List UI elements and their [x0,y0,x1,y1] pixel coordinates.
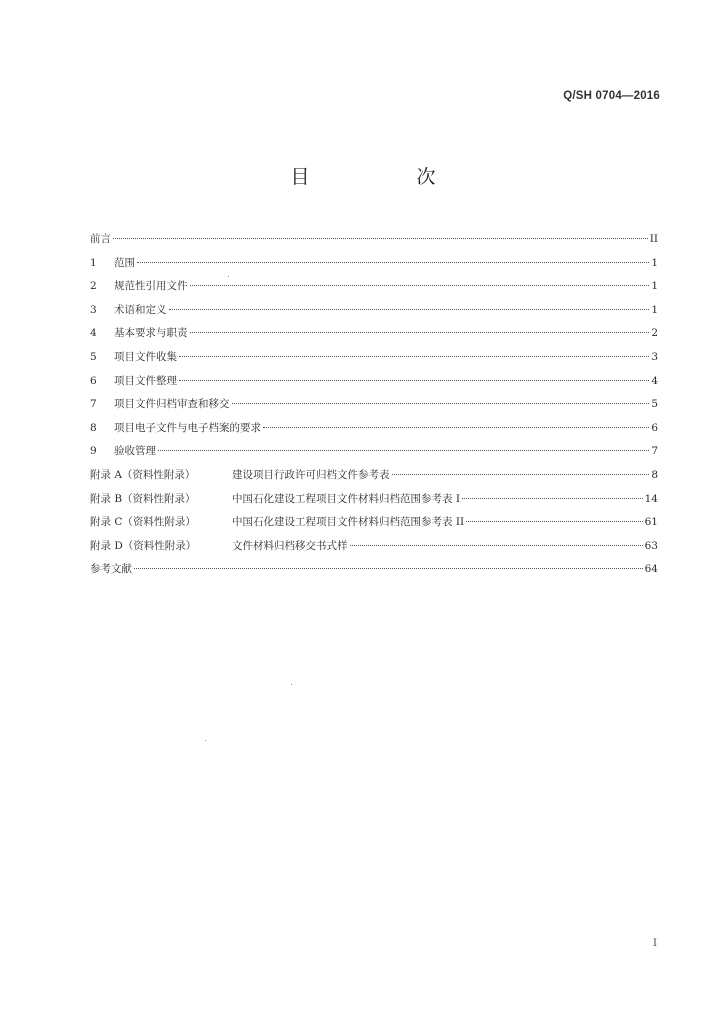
toc-entry[interactable] [90,488,658,512]
table-of-contents [90,228,658,582]
toc-entry-label: 基本要求与职责 [114,327,188,340]
toc-entry-number: 6 [90,374,97,387]
toc-dot-leader [190,332,650,333]
toc-entry[interactable] [90,252,658,276]
toc-entry[interactable] [90,417,658,441]
toc-entry[interactable] [90,322,658,346]
toc-entry-appendix-prefix: 附录 A（资料性附录） [90,468,196,481]
toc-entry-page: 1 [651,256,658,269]
toc-entry[interactable] [90,464,658,488]
toc-entry-page: 61 [644,516,658,529]
scan-speck [205,740,206,741]
toc-entry-label: 规范性引用文件 [114,280,188,293]
toc-dot-leader [232,403,650,404]
toc-entry-number: 1 [90,256,97,269]
toc-dot-leader [179,380,649,381]
toc-entry[interactable] [90,370,658,394]
toc-entry-appendix-prefix: 附录 B（资料性附录） [90,492,196,505]
toc-entry-page: 2 [651,327,658,340]
toc-entry[interactable] [90,299,658,323]
toc-dot-leader [263,427,649,428]
toc-entry-label: 前言 [90,233,111,245]
toc-entry-label: 建设项目行政许可归档文件参考表 [232,468,390,481]
toc-dot-leader [134,568,643,569]
toc-entry[interactable] [90,535,658,559]
scan-speck [291,684,292,685]
toc-dot-leader [137,262,649,263]
toc-entry-label: 项目文件整理 [114,374,177,387]
toc-entry-page: 1 [651,303,658,316]
toc-entry[interactable] [90,393,658,417]
toc-entry-label: 参考文献 [90,563,132,576]
toc-entry-appendix-prefix: 附录 C（资料性附录） [90,516,196,529]
toc-entry[interactable] [90,275,658,299]
toc-entry-label: 项目电子文件与电子档案的要求 [114,421,261,434]
toc-dot-leader [113,238,648,239]
toc-entry-appendix-prefix: 附录 D（资料性附录） [90,539,197,552]
toc-entry-page: 14 [644,492,658,505]
toc-entry-page: 8 [651,468,658,481]
toc-dot-leader [169,309,650,310]
toc-entry-number: 4 [90,327,97,340]
toc-entry-number: 9 [90,445,97,458]
toc-entry[interactable] [90,440,658,464]
standard-code: Q/SH 0704—2016 [563,90,660,102]
toc-entry[interactable] [90,228,658,252]
toc-entry-label: 项目文件收集 [114,350,177,363]
toc-dot-leader [190,285,650,286]
toc-entry-page: 63 [644,539,658,552]
toc-entry-number: 2 [90,280,97,293]
toc-entry-label: 范围 [114,256,135,269]
page-number: I [653,938,657,949]
toc-entry-label: 文件材料归档移交书式样 [232,539,348,552]
toc-entry-label: 项目文件归档审查和移交 [114,398,230,411]
toc-entry-number: 7 [90,398,97,411]
toc-entry-page: 7 [651,445,658,458]
toc-entry-page: II [649,233,658,245]
scan-speck [228,276,229,277]
toc-entry[interactable] [90,511,658,535]
toc-entry-page: 5 [651,398,658,411]
toc-dot-leader [462,498,643,499]
toc-dot-leader [179,356,649,357]
toc-dot-leader [392,474,650,475]
toc-entry-label: 中国石化建设工程项目文件材料归档范围参考表 I [232,492,460,505]
toc-title: 目 次 [290,166,480,188]
toc-entry-label: 中国石化建设工程项目文件材料归档范围参考表 II [232,516,465,529]
toc-entry-page: 1 [651,280,658,293]
toc-entry-label: 术语和定义 [114,303,167,316]
toc-entry-label: 验收管理 [114,445,156,458]
toc-dot-leader [466,521,642,522]
toc-entry-number: 3 [90,303,97,316]
toc-entry-number: 5 [90,350,97,363]
toc-entry-number: 8 [90,421,97,434]
toc-entry-page: 3 [651,350,658,363]
toc-entry-page: 6 [651,421,658,434]
toc-dot-leader [158,450,649,451]
toc-entry[interactable] [90,346,658,370]
toc-entry-page: 4 [651,374,658,387]
toc-entry[interactable] [90,558,658,582]
toc-entry-page: 64 [644,563,658,576]
toc-dot-leader [350,545,643,546]
